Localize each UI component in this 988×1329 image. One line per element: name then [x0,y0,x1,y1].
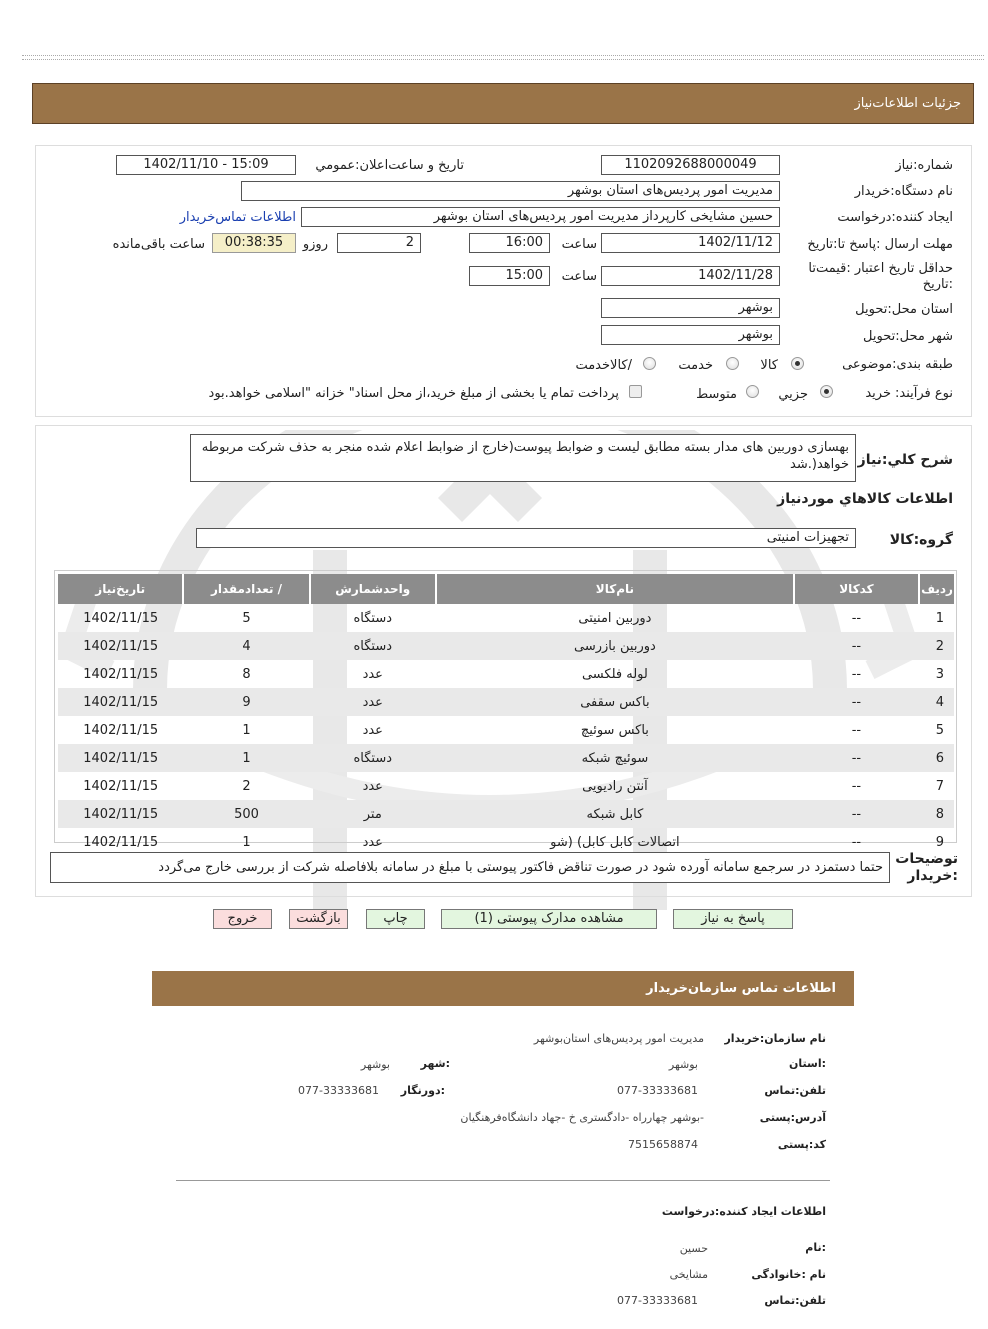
days-field: 2 [337,233,421,253]
cell-code: -- [794,744,919,772]
contact-heading: اطلاعات تماس سازمان‌خریدار [646,981,836,996]
cell-date: 1402/11/15 [83,666,159,682]
process-medium-radio[interactable] [746,385,759,398]
back-button[interactable]: بازگشت [289,909,348,929]
buyer-org-label: نام دستگاه:خریدار [854,184,953,199]
fax-value: 077-33333681 [298,1084,379,1097]
cell-name: اتصالات کابل کابل) (شو [550,834,680,850]
announce-date-label: تاریخ و ساعت‌اعلان:عمومي [315,158,464,173]
table-row [58,716,954,744]
contact-divider [176,1180,830,1181]
validity-label: حداقل تاریخ اعتبار :قیمت‌تا :تاریخ [808,261,953,292]
buyer-notes-field: حتما دستمزد در سرجمع سامانه آورده شود در صورت تناقض فاکتور پیوستی با مبلغ در سامانه بلافاصله شرکت از بررسی خارج می‌گردد [50,852,890,883]
postal-code-value: 7515658874 [628,1138,698,1151]
cell-qty: 1 [242,834,251,850]
cell-qty: 9 [183,688,309,716]
table-row [58,800,954,828]
address-label: آدرس:پستی [759,1111,826,1124]
cell-name: سوئیچ شبکه [436,744,794,772]
creator-phone-value: 077-33333681 [617,1294,698,1307]
province-label: استان محل:تحویل [855,302,953,317]
buyer-notes-label: توضیحات :خریدار [895,851,958,884]
cell-row: 6 [919,744,954,772]
contact-province-label: :استان [789,1057,826,1070]
buyer-contact-link[interactable]: اطلاعات تماس‌خریدار [179,210,296,225]
buyer-org-field: مدیریت امور پردیس‌های استان بوشهر [241,181,780,201]
goods-group-label: گروه:کالا [889,532,953,548]
announce-date-field: 1402/11/10 - 15:09 [116,155,296,175]
process-type-label: نوع فرآیند: [895,386,953,401]
province-field: بوشهر [601,298,780,318]
fax-label: :دورنگار [400,1084,445,1097]
col-qty: / تعدادمقدار [183,574,309,604]
address-value: -بوشهر چهارراه -دادگستری خ -جهاد دانشگاه‌فرهنگیان [460,1111,704,1124]
process-minor-label: جزیي [778,387,808,402]
cell-date: 1402/11/15 [58,800,183,828]
cell-qty: 500 [183,800,309,828]
creator-name-value: حسین [679,1242,708,1255]
city-field: بوشهر [601,325,780,345]
col-row: ردیف [919,574,954,604]
creator-phone-label: تلفن:تماس [764,1294,826,1307]
table-row [58,744,954,772]
cell-date: 1402/11/15 [58,744,183,772]
contact-city-value: بوشهر [360,1058,390,1071]
cell-name: لوله فلکسی [581,666,648,682]
deadline-label: مهلت ارسال :پاسخ تا:تاریخ [807,237,953,252]
category-service-radio[interactable] [726,357,739,370]
cell-unit: عدد [362,666,383,682]
category-goods-label: کالا [760,358,778,373]
creator-field: حسین مشایخی کارپرداز مدیریت امور پردیس‌های استان بوشهر [301,207,780,227]
deadline-time-label: ساعت [561,237,597,252]
cell-name: آنتن رادیویی [582,778,648,794]
description-field: بهسازی دوربین های مدار بسته مطابق لیست و ضوابط پیوست(خارج از ضوابط اعلام شده منجر به حذف شرکت مربوطه خواهد(.شد [190,434,856,482]
cell-date: 1402/11/15 [83,834,159,850]
cell-unit: دستگاه [310,744,436,772]
table-row [58,772,954,800]
cell-code: -- [851,610,862,626]
cell-qty: 2 [242,778,251,794]
org-name-label: نام سازمان:خریدار [724,1032,826,1045]
process-minor-radio[interactable] [820,385,833,398]
description-label: شرح کلي:نیاز [857,452,953,468]
creator-info-heading: اطلاعات ایجاد کننده:درخواست [661,1205,826,1218]
top-dotted-divider [22,55,984,60]
deadline-time-field: 16:00 [469,233,550,253]
cell-qty: 4 [183,632,309,660]
category-both-label: /کالاخدمت [575,358,632,373]
col-date: تاریخ‌نیاز [58,574,183,604]
cell-row: 7 [935,778,944,794]
cell-row: 3 [935,666,944,682]
goods-table [58,574,954,856]
cell-unit: عدد [362,834,383,850]
cell-unit: عدد [310,688,436,716]
goods-heading: اطلاعات کالاهاي موردنیاز [777,491,953,507]
validity-date-field: 1402/11/28 [601,266,780,286]
cell-qty: 1 [183,744,309,772]
city-label: شهر محل:تحویل [863,329,953,344]
creator-family-value: مشایخی [669,1268,708,1281]
cell-code: -- [794,688,919,716]
cell-row: 2 [919,632,954,660]
cell-row: 1 [935,610,944,626]
org-name-value: مدیریت امور پردیس‌های استان‌بوشهر [533,1032,704,1045]
col-code: کدکالا [794,574,919,604]
page-header [32,83,974,124]
creator-name-label: :نام [805,1241,826,1254]
cell-code: -- [794,800,919,828]
print-button[interactable]: چاپ [366,909,425,929]
contact-city-label: :شهر [420,1057,450,1070]
cell-name: دوربین بازرسی [436,632,794,660]
cell-row: 4 [919,688,954,716]
col-name: نام‌کالا [436,574,794,604]
validity-time-field: 15:00 [469,266,550,286]
table-row [58,604,954,632]
cell-code: -- [794,632,919,660]
cell-unit: دستگاه [310,632,436,660]
cell-name: دوربین امنیتی [578,610,652,626]
cell-qty: 5 [242,610,251,626]
cell-date: 1402/11/15 [83,778,159,794]
category-both-radio[interactable] [643,357,656,370]
cell-unit: عدد [362,778,383,794]
cell-qty: 1 [242,722,251,738]
table-row [58,632,954,660]
contact-phone-value: 077-33333681 [617,1084,698,1097]
page-title: جزئیات اطلاعات‌نیاز [854,96,961,111]
creator-family-label: نام :خانوادگی [751,1268,826,1281]
contact-header [152,971,854,1006]
cell-date: 1402/11/15 [83,610,159,626]
cell-row: 9 [935,834,944,850]
days-label: روزو [302,237,328,252]
deadline-date-field: 1402/11/12 [601,233,780,253]
cell-name: باکس سقفی [436,688,794,716]
need-number-field: 1102092688000049 [601,155,780,175]
remaining-time-display: 00:38:35 [212,233,296,253]
process-kharid-label: خرید [865,386,891,401]
postal-code-label: کد:پستی [777,1138,826,1151]
cell-date: 1402/11/15 [58,688,183,716]
validity-time-label: ساعت [561,269,597,284]
table-row [58,660,954,688]
category-goods-radio[interactable] [791,357,804,370]
cell-unit: عدد [362,722,383,738]
cell-row: 8 [919,800,954,828]
category-label: طبقه بندی:موضوعی [842,357,953,372]
cell-name: باکس سوئیچ [580,722,649,738]
cell-code: -- [851,722,862,738]
cell-qty: 8 [242,666,251,682]
category-service-label: خدمت [678,358,713,373]
col-unit: واحدشمارش [310,574,436,604]
cell-code: -- [851,666,862,682]
creator-label: ایجاد کننده:درخواست [837,210,953,225]
cell-unit: دستگاه [353,610,393,626]
cell-unit: متر [310,800,436,828]
remaining-time-label: ساعت باقی‌مانده [112,237,205,252]
table-row [58,688,954,716]
cell-row: 5 [935,722,944,738]
cell-code: -- [851,834,862,850]
treasury-payment-checkbox[interactable] [629,385,642,398]
view-documents-button[interactable]: مشاهده مدارک پیوستی (1) [441,909,657,929]
contact-phone-label: تلفن:تماس [764,1084,826,1097]
process-medium-label: متوسط [696,387,737,402]
cell-name: کابل شبکه [436,800,794,828]
goods-group-field: تجهیزات امنیتی [196,528,856,548]
treasury-payment-note: پرداخت تمام یا بخشی از مبلغ خرید،از محل اسناد" خزانه "اسلامی خواهد.بود [208,386,619,401]
exit-button[interactable]: خروج [213,909,272,929]
contact-province-value: بوشهر [668,1058,698,1071]
cell-date: 1402/11/15 [58,632,183,660]
cell-date: 1402/11/15 [83,722,159,738]
reply-button[interactable]: پاسخ به نیاز [673,909,793,929]
need-number-label: شماره‌:نیاز [895,158,953,173]
cell-code: -- [851,778,862,794]
